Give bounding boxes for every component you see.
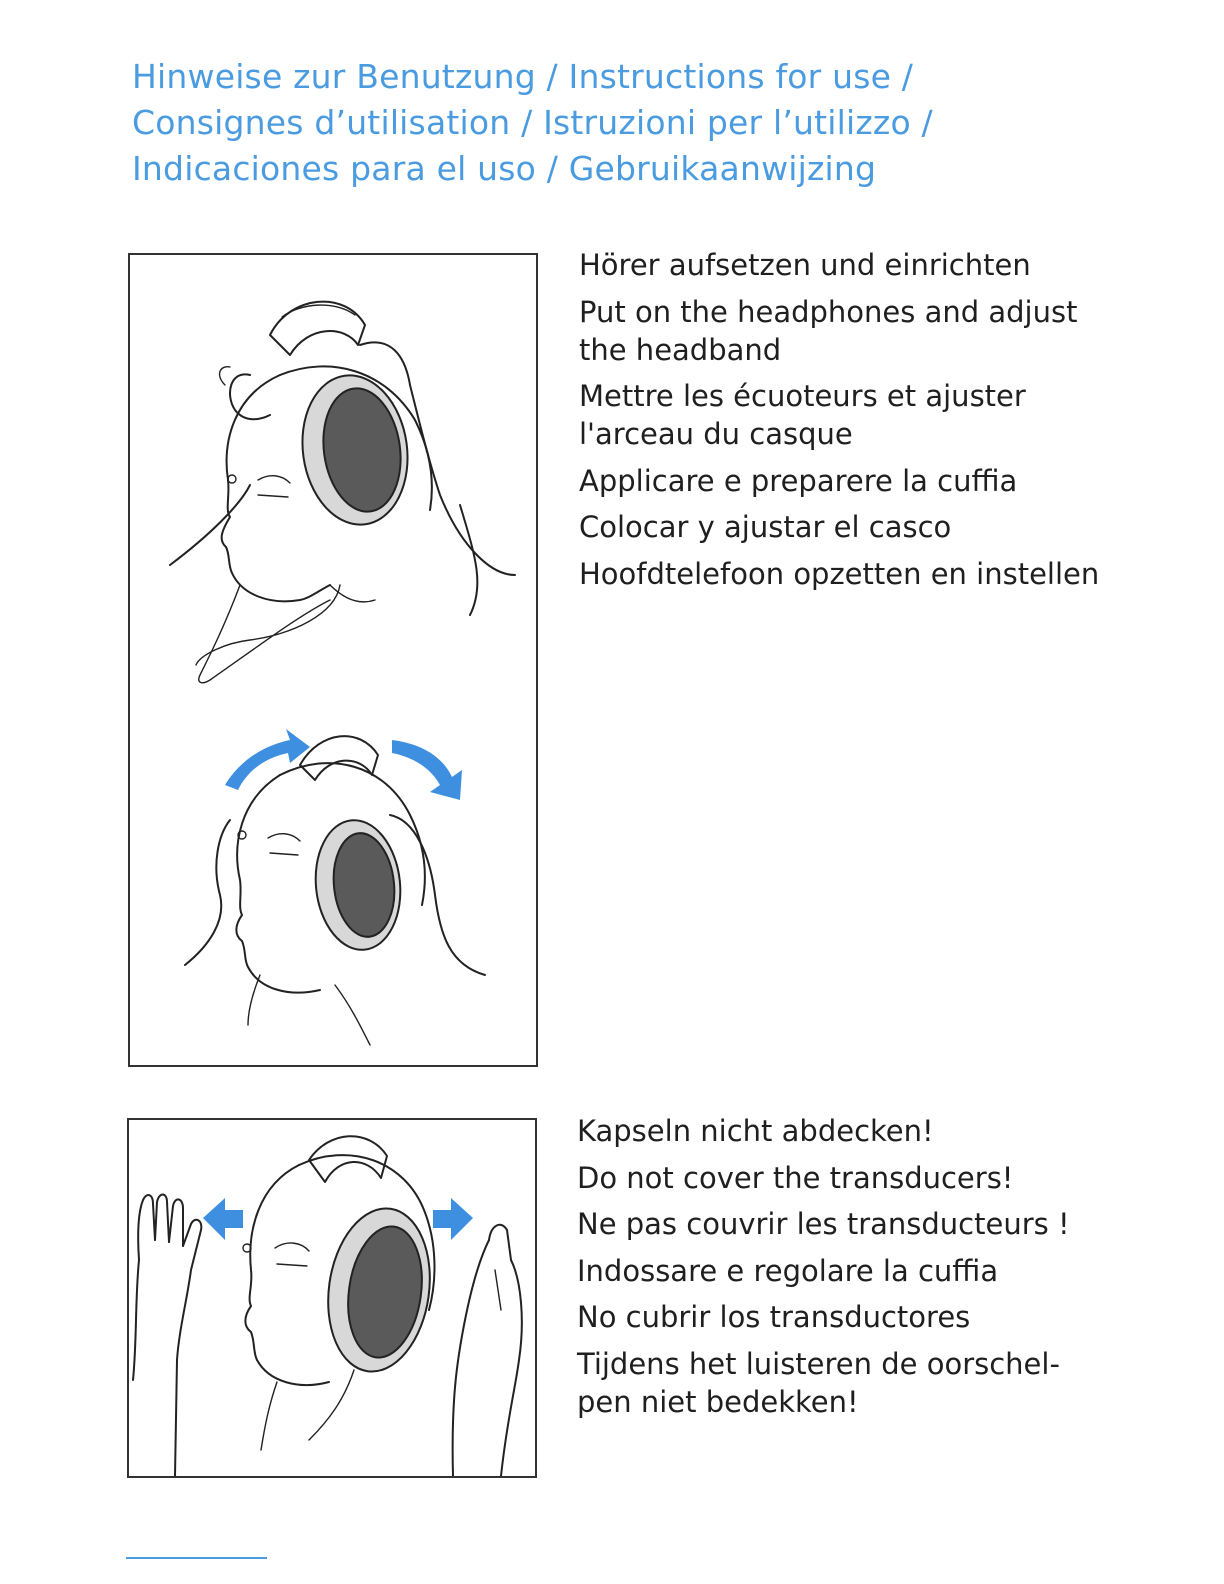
- put-on-headphones-drawing: [130, 255, 536, 1065]
- instruction-es: Colocar y ajustar el casco: [579, 510, 952, 544]
- illustration-do-not-cover: [127, 1118, 537, 1478]
- instruction-nl: Hoofdtelefoon opzetten en instellen: [579, 556, 1100, 591]
- heading-line-1: Hinweise zur Benutzung / Instructions for use /: [132, 57, 914, 96]
- arrow-left-icon: [203, 1198, 243, 1240]
- curved-arrow-left-icon: [225, 729, 310, 790]
- warning-fr: Ne pas couvrir les transducteurs !: [577, 1207, 1070, 1241]
- arrow-right-icon: [433, 1198, 473, 1240]
- warning-de: Kapseln nicht abdecken!: [577, 1114, 934, 1148]
- instruction-de: Hörer aufsetzen und einrichten: [579, 248, 1031, 282]
- warning-es: No cubrir los transductores: [577, 1300, 971, 1334]
- warning-en: Do not cover the transducers!: [577, 1160, 1014, 1195]
- heading-line-2: Consignes d’utilisation / Istruzioni per l’utilizzo /: [132, 103, 933, 142]
- warning-nl: Tijdens het luisteren de oorschel- pen niet bedekken!: [577, 1346, 1060, 1419]
- instruction-fr: Mettre les écuoteurs et ajuster l'arceau du casque: [579, 379, 1026, 451]
- instructions-do-not-cover: [577, 1112, 1177, 1429]
- page-heading: [132, 54, 1132, 192]
- footer-rule: [126, 1557, 267, 1559]
- warning-it: Indossare e regolare la cuffia: [577, 1253, 999, 1288]
- do-not-cover-drawing: [129, 1120, 535, 1476]
- heading-line-3: Indicaciones para el uso / Gebruikaanwijzing: [132, 149, 877, 188]
- instruction-en: Put on the headphones and adjust the headband: [579, 294, 1078, 367]
- instructions-put-on: [579, 246, 1179, 601]
- illustration-put-on-headphones: [128, 253, 538, 1067]
- instruction-it: Applicare e preparere la cuffia: [579, 463, 1018, 498]
- curved-arrow-right-icon: [392, 740, 462, 800]
